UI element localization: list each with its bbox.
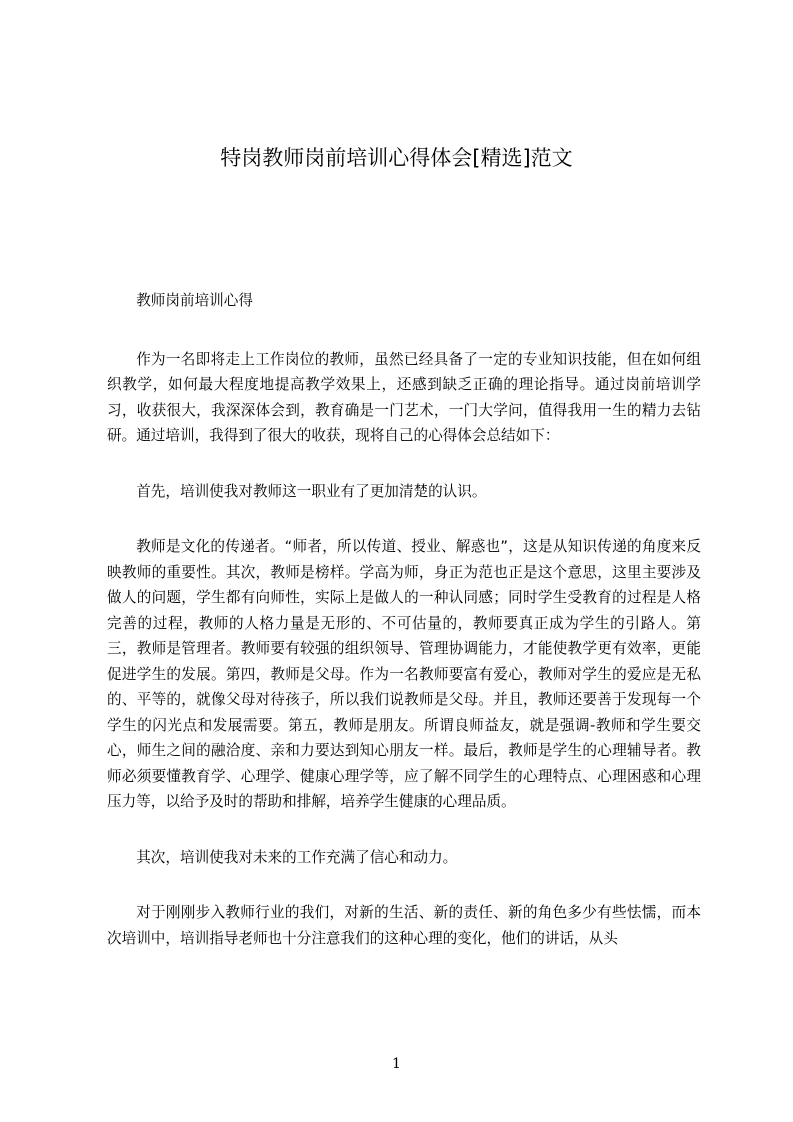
teacher-roles-paragraph: 教师是文化的传递者。“师者，所以传道、授业、解惑也”，这是从知识传递的角度来反映教师的重要性。其次，教师是榜样。学高为师，身正为范也正是这个意思，这里主要涉及做人的问题，学生都有向师性，实际上是做人的一种认同感；同时学生受教育的过程是人格完善的过程，教师的人格力量是无形的、不可估量的，教师要真正成为学生的引路人。第三，教师是管理者。教师要有较强的组织领导、管理协调能力，才能使教学更有效率，更能促进学生的发展。第四，教师是父母。作为一名教师要富有爱心，教师对学生的爱应是无私的、平等的，就像父母对待孩子，所以我们说教师是父母。并且，教师还要善于发现每一个学生的闪光点和发展需要。第五，教师是朋友。所谓良师益友，就是强调-教师和学生要交心，师生之间的融洽度、亲和力要达到知心朋友一样。最后，教师是学生的心理辅导者。教师必须要懂教育学、心理学、健康心理学等，应了解不同学生的心理特点、心理困惑和心理压力等，以给予及时的帮助和排解，培养学生健康的心理品质。 (107, 538, 701, 810)
section-heading: 教师岗前培训心得 (136, 292, 253, 309)
page-number: 1 (392, 1056, 401, 1072)
document-title: 特岗教师岗前培训心得体会[精选]范文 (220, 146, 573, 170)
first-point-paragraph: 首先，培训使我对教师这一职业有了更加清楚的认识。 (136, 482, 487, 500)
training-paragraph: 对于刚刚步入教师行业的我们，对新的生活、新的责任、新的角色多少有些怯懦，而本次培训中，培训指导老师也十分注意我们的这种心理的变化，他们的讲话，从头 (107, 904, 701, 947)
second-point-paragraph: 其次，培训使我对未来的工作充满了信心和动力。 (136, 848, 458, 866)
intro-paragraph: 作为一名即将走上工作岗位的教师，虽然已经具备了一定的专业知识技能，但在如何组织教学，如何最大程度地提高教学效果上，还感到缺乏正确的理论指导。通过岗前培训学习，收获很大，我深深体会到，教育确是一门艺术，一门大学问，值得我用一生的精力去钻研。通过培训，我得到了很大的收获，现将自己的心得体会总结如下： (107, 350, 701, 444)
document-body (107, 288, 701, 951)
